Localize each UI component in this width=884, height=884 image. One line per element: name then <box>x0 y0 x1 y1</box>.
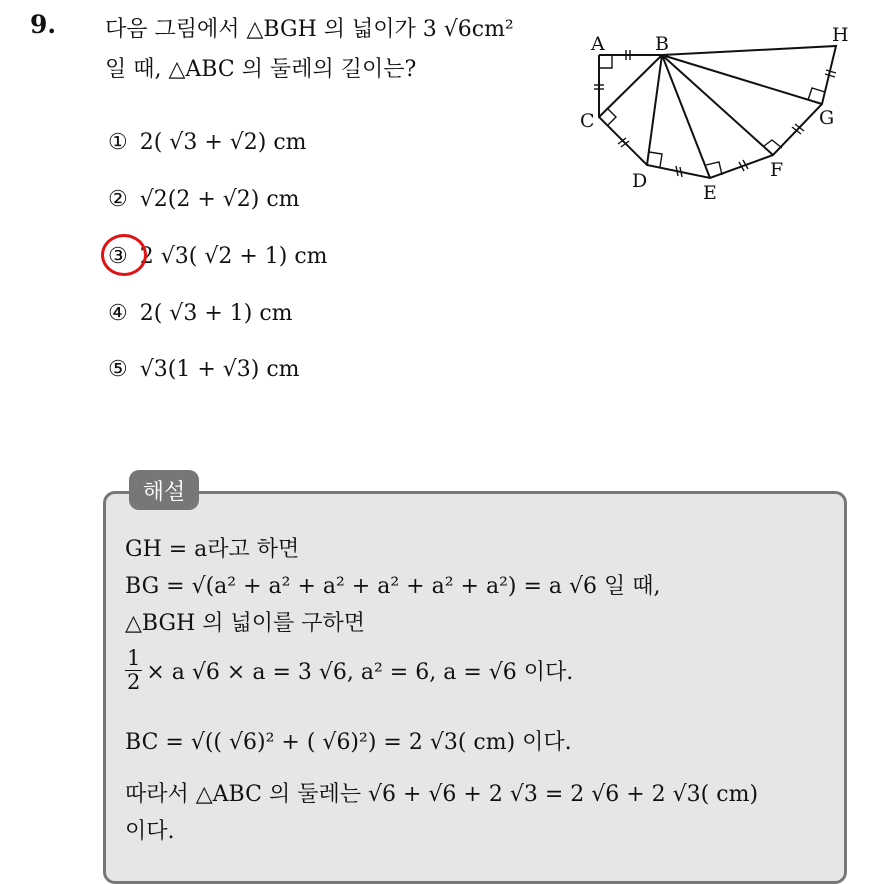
choice-1[interactable] <box>108 130 307 155</box>
choice-5-text: √3(1 + √3) cm <box>139 357 300 382</box>
solution-line5: BC = √(( √6)² + ( √6)²) = 2 √3( cm) 이다. <box>125 730 572 755</box>
choice-3-text: 2 √3( √2 + 1) cm <box>139 244 328 269</box>
label-C: C <box>580 110 595 132</box>
label-H: H <box>832 25 849 46</box>
question-text-line1: 다음 그림에서 △BGH 의 넓이가 3 √6cm² <box>105 17 514 42</box>
question-number: 9. <box>30 10 57 39</box>
choice-3-mark: ③ <box>108 244 128 269</box>
choice-4-mark: ④ <box>108 301 128 326</box>
choice-5-mark: ⑤ <box>108 357 128 382</box>
solution-line3: △BGH 의 넓이를 구하면 <box>125 611 365 636</box>
choice-2-mark: ② <box>108 187 128 212</box>
label-F: F <box>770 159 784 181</box>
choice-4[interactable] <box>108 301 293 326</box>
choice-5[interactable] <box>108 357 300 382</box>
label-E: E <box>703 182 717 204</box>
choice-1-mark: ① <box>108 130 128 155</box>
label-A: A <box>591 33 605 55</box>
choice-2[interactable] <box>108 187 300 212</box>
solution-line4 <box>125 647 573 694</box>
label-G: G <box>819 107 835 129</box>
fraction-one-half <box>125 647 142 694</box>
fraction-numerator: 1 <box>127 646 141 670</box>
solution-line1: GH = a라고 하면 <box>125 537 300 562</box>
selected-answer-circle <box>101 234 147 276</box>
solution-line2: BG = √(a² + a² + a² + a² + a² + a²) = a √6 일 때, <box>125 574 661 599</box>
geometry-figure <box>575 25 865 210</box>
choice-1-text: 2( √3 + √2) cm <box>139 130 307 155</box>
fraction-denominator: 2 <box>127 670 141 695</box>
solution-line7: 이다. <box>125 819 175 844</box>
question-text-line2: 일 때, △ABC 의 둘레의 길이는? <box>105 57 417 82</box>
choice-2-text: √2(2 + √2) cm <box>139 187 300 212</box>
label-D: D <box>632 170 648 192</box>
solution-line6: 따라서 △ABC 의 둘레는 √6 + √6 + 2 √3 = 2 √6 + 2 √3( cm) <box>125 782 759 807</box>
choice-4-text: 2( √3 + 1) cm <box>139 301 293 326</box>
solution-line4-text: × a √6 × a = 3 √6, a² = 6, a = √6 이다. <box>146 660 574 686</box>
solution-tag: 해설 <box>129 470 199 510</box>
label-B: B <box>655 33 669 55</box>
